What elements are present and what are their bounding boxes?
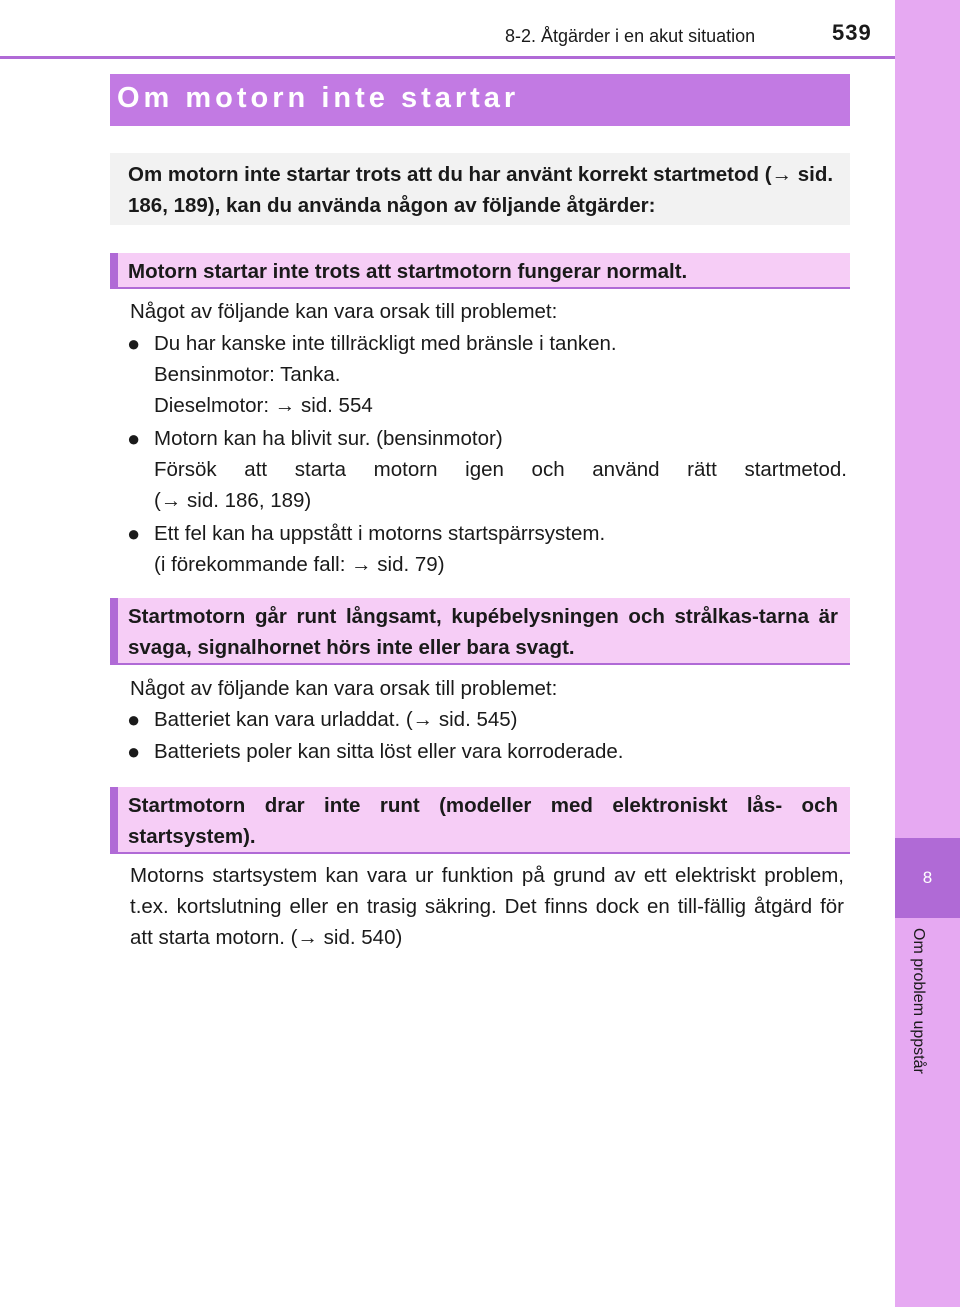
list-item-text: (→ sid. 186, 189)	[154, 489, 312, 512]
section-heading-1: Motorn startar inte trots att startmotorn fungerar normalt.	[110, 253, 850, 289]
bullet-icon: ●	[127, 707, 141, 732]
chapter-number: 8	[895, 838, 960, 918]
bullet-icon: ●	[127, 426, 141, 451]
section-heading-2: Startmotorn går runt långsamt, kupébelysningen och strålkas-tarna är svaga, signalhornet hörs inte eller bara svagt.	[110, 598, 850, 665]
list-item-text: Försök att starta motorn igen och använd rätt startmetod.	[154, 458, 847, 481]
section-3-body: Motorns startsystem kan vara ur funktion på grund av ett elektriskt problem, t.ex. kortslutning eller en trasig säkring. Det finns dock en till-fällig åtgärd för att starta motorn. (→ sid. 540)	[130, 864, 844, 949]
list-item-text: Batteriet kan vara urladdat. (→ sid. 545)	[154, 708, 518, 731]
section-heading-3: Startmotorn drar inte runt (modeller med elektroniskt lås- och startsystem).	[110, 787, 850, 854]
page-title: Om motorn inte startar	[110, 74, 850, 126]
section-2-lead: Något av följande kan vara orsak till problemet:	[130, 677, 558, 700]
section-1-lead: Något av följande kan vara orsak till problemet:	[130, 300, 558, 323]
bullet-icon: ●	[127, 331, 141, 356]
header-section-title: 8-2. Åtgärder i en akut situation	[505, 26, 756, 46]
list-item-text: Bensinmotor: Tanka.	[154, 363, 341, 386]
list-item-text: Batteriets poler kan sitta löst eller vara korroderade.	[154, 740, 624, 763]
list-item-text: Dieselmotor: → sid. 554	[154, 394, 373, 417]
list-item-text: Ett fel kan ha uppstått i motorns startspärrsystem.	[154, 522, 606, 545]
list-item	[127, 518, 847, 580]
list-item	[127, 736, 847, 767]
bullet-icon: ●	[127, 521, 141, 546]
list-item	[127, 704, 847, 735]
list-item	[127, 328, 847, 421]
intro-box: Om motorn inte startar trots att du har använt korrekt startmetod (→ sid. 186, 189), kan du använda någon av följande åtgärder:	[110, 153, 850, 225]
chapter-title: Om problem uppstår	[910, 928, 927, 1074]
list-item	[127, 423, 847, 516]
header-divider	[0, 56, 895, 59]
bullet-icon: ●	[127, 739, 141, 764]
list-item-text: Motorn kan ha blivit sur. (bensinmotor)	[154, 427, 503, 450]
page-number: 539	[832, 20, 872, 45]
list-item-text: Du har kanske inte tillräckligt med bränsle i tanken.	[154, 332, 617, 355]
list-item-text: (i förekommande fall: → sid. 79)	[154, 553, 445, 576]
